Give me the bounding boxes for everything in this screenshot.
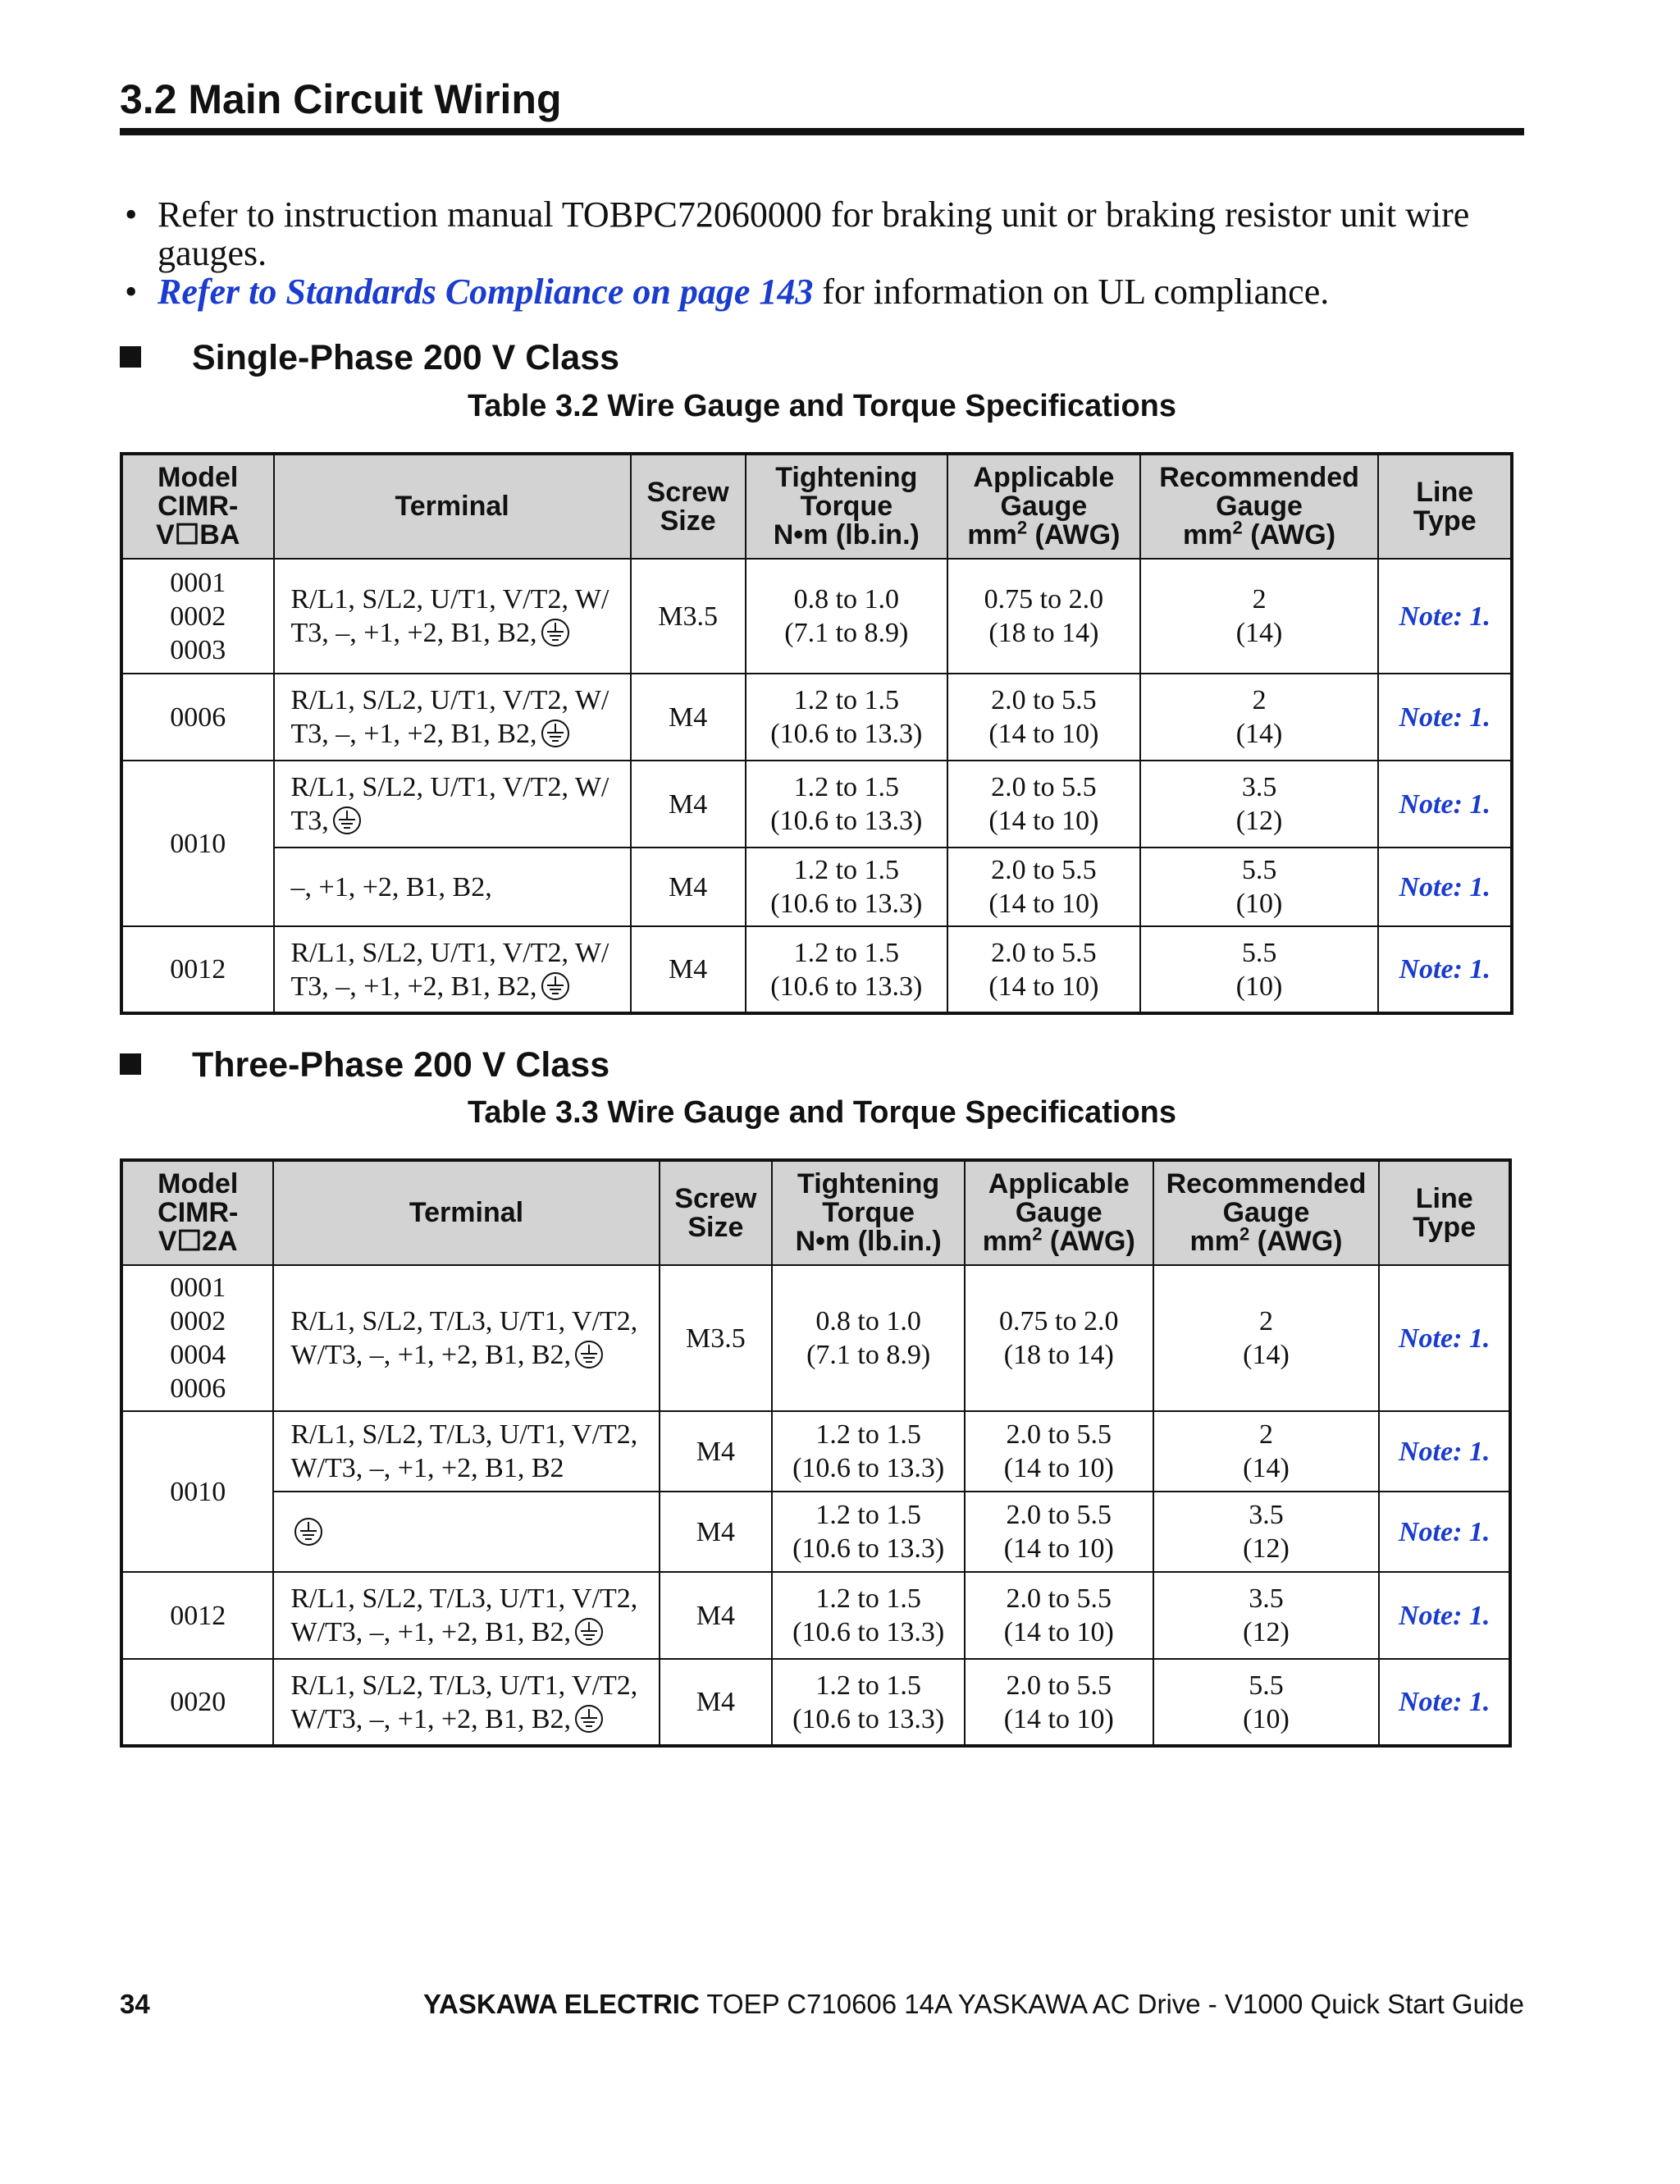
terminal-text: R/L1, S/L2, U/T1, V/T2, W/ bbox=[290, 937, 609, 968]
cell-applicable-gauge bbox=[965, 1659, 1153, 1746]
gauge-value: 3.5 bbox=[1249, 1583, 1284, 1614]
unit: (AWG) bbox=[1242, 519, 1336, 551]
terminal-text: R/L1, S/L2, T/L3, U/T1, V/T2, bbox=[290, 1419, 638, 1450]
header-applicable-gauge bbox=[965, 1160, 1153, 1265]
header-line-type bbox=[1379, 1160, 1510, 1265]
header-torque bbox=[772, 1160, 965, 1265]
cell-applicable-gauge bbox=[965, 1265, 1153, 1411]
cell-line-type: Note: 1. bbox=[1378, 559, 1512, 674]
terminal-text: –, +1, +2, B1, B2, bbox=[290, 871, 492, 902]
header-line: Gauge bbox=[1222, 1197, 1310, 1228]
model-number: 0006 bbox=[170, 1373, 226, 1404]
footer-doc: TOEP C710606 14A YASKAWA AC Drive - V1000 Quick Start Guide bbox=[699, 1989, 1524, 2019]
cell-screw-size: M3.5 bbox=[631, 559, 746, 674]
model-number: 0006 bbox=[170, 701, 226, 733]
ground-icon bbox=[332, 806, 362, 835]
gauge-value: (12) bbox=[1243, 1533, 1290, 1564]
header-screw-size bbox=[660, 1160, 773, 1265]
wire-gauge-table-single-phase bbox=[120, 452, 1513, 1015]
header-line-type bbox=[1378, 454, 1512, 559]
table-row bbox=[121, 926, 1512, 1013]
gauge-value: 3.5 bbox=[1241, 772, 1277, 802]
gauge-value: 2.0 to 5.5 bbox=[991, 772, 1097, 802]
gauge-value: (10) bbox=[1235, 971, 1283, 1002]
unit: mm bbox=[982, 1226, 1033, 1257]
header-line: Tightening bbox=[775, 462, 918, 493]
gauge-value: (14 to 10) bbox=[1003, 1617, 1114, 1647]
gauge-value: (14 to 10) bbox=[988, 806, 1099, 836]
gauge-value: 2.0 to 5.5 bbox=[1006, 1419, 1112, 1450]
gauge-value: 2.0 to 5.5 bbox=[991, 855, 1097, 885]
cell-terminal bbox=[274, 848, 631, 926]
terminal-text: T3, –, +1, +2, B1, B2, bbox=[290, 618, 537, 648]
bullet-item bbox=[120, 272, 1531, 311]
section-title: 3.2 Main Circuit Wiring bbox=[120, 76, 562, 122]
cell-line-type: Note: 1. bbox=[1378, 674, 1512, 761]
cell-recommended-gauge bbox=[1153, 1492, 1380, 1572]
table-row bbox=[121, 1492, 1510, 1572]
terminal-line bbox=[290, 1515, 653, 1549]
terminal-line bbox=[291, 717, 625, 751]
header-line bbox=[1154, 1223, 1379, 1257]
terminal-line bbox=[291, 770, 625, 804]
header-line: Line bbox=[1416, 476, 1474, 508]
torque-value: (10.6 to 13.3) bbox=[770, 889, 923, 919]
terminal-text: W/T3, –, +1, +2, B1, B2, bbox=[290, 1617, 571, 1647]
terminal-text: W/T3, –, +1, +2, B1, B2 bbox=[290, 1453, 564, 1483]
gauge-value: (18 to 14) bbox=[1003, 1340, 1114, 1370]
cell-applicable-gauge bbox=[965, 1492, 1153, 1572]
terminal-text: T3, bbox=[290, 806, 329, 836]
model-number: 0001 bbox=[170, 1272, 226, 1303]
header-line: N•m (lb.in.) bbox=[795, 1226, 942, 1257]
table-row bbox=[121, 559, 1512, 674]
header-line: Gauge bbox=[1000, 491, 1088, 522]
torque-value: (7.1 to 8.9) bbox=[784, 618, 909, 648]
square-bullet-icon bbox=[120, 346, 141, 368]
cell-screw-size: M3.5 bbox=[660, 1265, 773, 1411]
torque-value: 1.2 to 1.5 bbox=[793, 937, 900, 968]
cell-recommended-gauge bbox=[1140, 674, 1379, 761]
cell-model bbox=[121, 559, 274, 674]
terminal-text: W/T3, –, +1, +2, B1, B2, bbox=[290, 1340, 571, 1370]
header-line: Gauge bbox=[1216, 491, 1303, 522]
cell-applicable-gauge bbox=[965, 1572, 1153, 1659]
table-row bbox=[121, 1659, 1510, 1746]
gauge-value: 3.5 bbox=[1249, 1500, 1284, 1530]
header-line: Screw bbox=[646, 476, 729, 508]
torque-value: 1.2 to 1.5 bbox=[793, 685, 900, 715]
gauge-value: (18 to 14) bbox=[988, 618, 1099, 648]
unit: mm bbox=[1189, 1226, 1239, 1257]
cell-line-type: Note: 1. bbox=[1379, 1572, 1510, 1659]
torque-value: 0.8 to 1.0 bbox=[815, 1306, 921, 1336]
model-number: 0004 bbox=[170, 1340, 226, 1370]
header-line: Type bbox=[1413, 1211, 1477, 1243]
gauge-value: 2 bbox=[1259, 1306, 1273, 1336]
gauge-value: 0.75 to 2.0 bbox=[999, 1306, 1119, 1336]
gauge-value: 2.0 to 5.5 bbox=[1006, 1583, 1112, 1614]
cell-line-type: Note: 1. bbox=[1379, 1659, 1510, 1746]
header-screw-size bbox=[631, 454, 746, 559]
cell-torque bbox=[746, 848, 948, 926]
header-line: CIMR- bbox=[158, 491, 239, 522]
table-3-3-caption: Table 3.3 Wire Gauge and Torque Specifications bbox=[468, 1095, 1176, 1130]
unit-exponent: 2 bbox=[1016, 517, 1028, 538]
torque-value: 1.2 to 1.5 bbox=[793, 772, 900, 802]
model-number: 0010 bbox=[170, 1476, 226, 1507]
gauge-value: (14) bbox=[1235, 618, 1283, 648]
gauge-value: (14 to 10) bbox=[1003, 1453, 1114, 1483]
gauge-value: 5.5 bbox=[1241, 855, 1277, 885]
cell-line-type: Note: 1. bbox=[1378, 848, 1512, 926]
unit-exponent: 2 bbox=[1032, 1223, 1043, 1245]
cell-recommended-gauge bbox=[1140, 559, 1379, 674]
model-number: 0002 bbox=[170, 601, 226, 632]
ground-icon bbox=[574, 1340, 604, 1369]
gauge-value: (14 to 10) bbox=[1003, 1533, 1114, 1564]
cell-applicable-gauge bbox=[965, 1411, 1153, 1492]
terminal-text: T3, –, +1, +2, B1, B2, bbox=[290, 971, 537, 1002]
cell-torque bbox=[746, 761, 948, 848]
gauge-value: 2 bbox=[1252, 685, 1267, 715]
terminal-line bbox=[290, 1338, 653, 1372]
cell-applicable-gauge bbox=[947, 559, 1140, 674]
cell-screw-size: M4 bbox=[631, 848, 746, 926]
gauge-value: (14 to 10) bbox=[988, 889, 1099, 919]
header-line: V☐BA bbox=[156, 519, 240, 551]
ground-icon bbox=[294, 1517, 323, 1547]
model-number: 0003 bbox=[170, 634, 226, 665]
torque-value: (7.1 to 8.9) bbox=[806, 1340, 931, 1370]
terminal-text: R/L1, S/L2, U/T1, V/T2, W/ bbox=[290, 584, 609, 615]
torque-value: 1.2 to 1.5 bbox=[815, 1670, 921, 1701]
gauge-value: 2.0 to 5.5 bbox=[1006, 1500, 1112, 1530]
torque-value: (10.6 to 13.3) bbox=[792, 1533, 945, 1564]
gauge-value: (14) bbox=[1243, 1340, 1290, 1370]
terminal-line bbox=[290, 1451, 653, 1485]
cell-line-type: Note: 1. bbox=[1378, 761, 1512, 848]
cell-torque bbox=[772, 1265, 965, 1411]
table-row bbox=[121, 1572, 1510, 1659]
bullet-text: Refer to instruction manual TOBPC72060000 for braking unit or braking resistor unit wire gauges. bbox=[158, 194, 1470, 273]
model-number: 0012 bbox=[170, 1600, 226, 1631]
unit: mm bbox=[967, 519, 1017, 551]
bullet-item bbox=[120, 195, 1531, 272]
cell-applicable-gauge bbox=[947, 926, 1140, 1013]
torque-value: 1.2 to 1.5 bbox=[793, 855, 900, 885]
terminal-line bbox=[290, 1702, 653, 1736]
header-line: Line bbox=[1415, 1182, 1473, 1214]
table-row bbox=[121, 761, 1512, 848]
cell-torque bbox=[772, 1492, 965, 1572]
cell-recommended-gauge bbox=[1140, 761, 1379, 848]
torque-value: 1.2 to 1.5 bbox=[815, 1419, 921, 1450]
table-header-row bbox=[121, 454, 1512, 559]
gauge-value: (14) bbox=[1235, 719, 1283, 749]
header-line: Torque bbox=[800, 491, 893, 522]
gauge-value: 2.0 to 5.5 bbox=[991, 937, 1097, 968]
terminal-text: R/L1, S/L2, T/L3, U/T1, V/T2, bbox=[290, 1583, 638, 1614]
header-line bbox=[966, 1223, 1153, 1257]
cell-line-type: Note: 1. bbox=[1379, 1411, 1510, 1492]
terminal-text: R/L1, S/L2, U/T1, V/T2, W/ bbox=[290, 772, 609, 802]
terminal-text: R/L1, S/L2, T/L3, U/T1, V/T2, bbox=[290, 1306, 638, 1336]
gauge-value: (14 to 10) bbox=[988, 719, 1099, 749]
terminal-line bbox=[290, 1304, 653, 1338]
cell-recommended-gauge bbox=[1153, 1411, 1380, 1492]
torque-value: (10.6 to 13.3) bbox=[770, 806, 923, 836]
cell-recommended-gauge bbox=[1140, 848, 1379, 926]
terminal-line bbox=[291, 970, 625, 1003]
gauge-value: 2 bbox=[1259, 1419, 1273, 1450]
header-terminal: Terminal bbox=[274, 454, 631, 559]
cell-applicable-gauge bbox=[947, 674, 1140, 761]
table-row bbox=[121, 674, 1512, 761]
cell-screw-size: M4 bbox=[631, 761, 746, 848]
footer-brand: YASKAWA ELECTRIC bbox=[423, 1989, 700, 2019]
terminal-line bbox=[291, 683, 625, 717]
torque-value: (10.6 to 13.3) bbox=[770, 971, 923, 1002]
gauge-value: 2.0 to 5.5 bbox=[1006, 1670, 1112, 1701]
cell-model bbox=[121, 761, 274, 926]
header-line: CIMR- bbox=[158, 1197, 239, 1228]
gauge-value: (14 to 10) bbox=[988, 971, 1099, 1002]
bullet-text: for information on UL compliance. bbox=[813, 272, 1330, 312]
cell-model bbox=[121, 1265, 273, 1411]
cell-torque bbox=[772, 1411, 965, 1492]
bullet-dot: • bbox=[125, 194, 138, 235]
cell-terminal bbox=[273, 1572, 659, 1659]
header-line: Applicable bbox=[988, 1168, 1130, 1199]
header-line: Torque bbox=[822, 1197, 915, 1228]
cell-line-type: Note: 1. bbox=[1378, 926, 1512, 1013]
torque-value: (10.6 to 13.3) bbox=[792, 1703, 945, 1734]
header-line: Size bbox=[660, 505, 716, 537]
gauge-value: 5.5 bbox=[1241, 937, 1277, 968]
cell-terminal bbox=[273, 1411, 659, 1492]
cell-screw-size: M4 bbox=[660, 1411, 773, 1492]
unit: (AWG) bbox=[1042, 1226, 1135, 1257]
cell-applicable-gauge bbox=[947, 761, 1140, 848]
ground-icon bbox=[574, 1704, 604, 1734]
cell-terminal bbox=[273, 1492, 659, 1572]
standards-compliance-link[interactable]: Refer to Standards Compliance on page 143 bbox=[158, 272, 814, 312]
torque-value: (10.6 to 13.3) bbox=[792, 1617, 945, 1647]
ground-icon bbox=[541, 971, 570, 1001]
table-row bbox=[121, 1411, 1510, 1492]
ground-icon bbox=[541, 719, 570, 748]
cell-screw-size: M4 bbox=[660, 1572, 773, 1659]
header-torque bbox=[746, 454, 948, 559]
terminal-line bbox=[290, 1418, 653, 1451]
gauge-value: (12) bbox=[1235, 806, 1283, 836]
gauge-value: (14) bbox=[1243, 1453, 1290, 1483]
header-recommended-gauge bbox=[1140, 454, 1379, 559]
unit: (AWG) bbox=[1027, 519, 1121, 551]
terminal-text: W/T3, –, +1, +2, B1, B2, bbox=[290, 1703, 571, 1734]
table-row bbox=[121, 848, 1512, 926]
unit-exponent: 2 bbox=[1239, 1223, 1250, 1245]
terminal-line bbox=[290, 1582, 653, 1615]
terminal-line bbox=[291, 936, 625, 970]
cell-line-type: Note: 1. bbox=[1379, 1265, 1510, 1411]
header-terminal: Terminal bbox=[273, 1160, 659, 1265]
header-line: Model bbox=[158, 1168, 239, 1199]
terminal-line bbox=[291, 583, 625, 616]
cell-terminal bbox=[274, 559, 631, 674]
cell-screw-size: M4 bbox=[660, 1492, 773, 1572]
header-line: N•m (lb.in.) bbox=[773, 519, 920, 551]
header-line: Gauge bbox=[1015, 1197, 1102, 1228]
torque-value: 1.2 to 1.5 bbox=[815, 1500, 921, 1530]
cell-terminal bbox=[273, 1265, 659, 1411]
cell-line-type: Note: 1. bbox=[1379, 1492, 1510, 1572]
cell-terminal bbox=[273, 1659, 659, 1746]
cell-model bbox=[121, 926, 274, 1013]
header-line bbox=[948, 517, 1139, 551]
header-line: Model bbox=[158, 462, 239, 493]
model-number: 0002 bbox=[170, 1306, 226, 1336]
cell-screw-size: M4 bbox=[660, 1659, 773, 1746]
gauge-value: 5.5 bbox=[1249, 1670, 1284, 1701]
header-line: Size bbox=[687, 1211, 744, 1243]
terminal-line bbox=[291, 870, 625, 904]
header-line: V☐2A bbox=[158, 1226, 238, 1257]
header-line bbox=[1141, 517, 1378, 551]
torque-value: (10.6 to 13.3) bbox=[792, 1453, 945, 1483]
header-model bbox=[121, 454, 274, 559]
bullet-dot: • bbox=[125, 272, 138, 312]
title-rule bbox=[120, 128, 1524, 135]
terminal-line bbox=[291, 804, 625, 838]
single-phase-heading: Single-Phase 200 V Class bbox=[120, 338, 619, 378]
gauge-value: (12) bbox=[1243, 1617, 1290, 1647]
cell-terminal bbox=[274, 761, 631, 848]
cell-torque bbox=[746, 926, 948, 1013]
torque-value: 0.8 to 1.0 bbox=[793, 584, 900, 615]
page-number: 34 bbox=[120, 1989, 150, 2019]
terminal-line bbox=[290, 1615, 653, 1649]
unit: (AWG) bbox=[1249, 1226, 1343, 1257]
table-header-row bbox=[121, 1160, 1510, 1265]
terminal-line bbox=[290, 1669, 653, 1702]
cell-applicable-gauge bbox=[947, 848, 1140, 926]
wire-gauge-table-three-phase bbox=[120, 1158, 1512, 1748]
gauge-value: (10) bbox=[1235, 889, 1283, 919]
terminal-text: R/L1, S/L2, T/L3, U/T1, V/T2, bbox=[290, 1670, 638, 1701]
cell-screw-size: M4 bbox=[631, 926, 746, 1013]
gauge-value: 0.75 to 2.0 bbox=[984, 584, 1104, 615]
terminal-text: R/L1, S/L2, U/T1, V/T2, W/ bbox=[290, 685, 609, 715]
header-line: Recommended bbox=[1159, 462, 1359, 493]
cell-torque bbox=[772, 1659, 965, 1746]
bullet-list bbox=[120, 195, 1531, 311]
cell-torque bbox=[772, 1572, 965, 1659]
model-number: 0010 bbox=[170, 828, 226, 859]
cell-model bbox=[121, 1659, 273, 1746]
cell-recommended-gauge bbox=[1153, 1572, 1380, 1659]
header-line: Type bbox=[1413, 505, 1477, 537]
header-line: Applicable bbox=[973, 462, 1115, 493]
cell-screw-size: M4 bbox=[631, 674, 746, 761]
ground-icon bbox=[574, 1617, 604, 1647]
ground-icon bbox=[541, 618, 570, 647]
model-number: 0001 bbox=[170, 567, 226, 598]
unit: mm bbox=[1183, 519, 1233, 551]
model-number: 0020 bbox=[170, 1687, 226, 1717]
gauge-value: 2 bbox=[1252, 584, 1267, 615]
header-line: Recommended bbox=[1166, 1168, 1367, 1199]
cell-torque bbox=[746, 559, 948, 674]
header-line: Tightening bbox=[797, 1168, 940, 1199]
gauge-value: (14 to 10) bbox=[1003, 1703, 1114, 1734]
gauge-value: (10) bbox=[1243, 1703, 1290, 1734]
cell-recommended-gauge bbox=[1153, 1265, 1380, 1411]
torque-value: (10.6 to 13.3) bbox=[770, 719, 923, 749]
header-recommended-gauge bbox=[1153, 1160, 1380, 1265]
unit-exponent: 2 bbox=[1232, 517, 1243, 538]
terminal-line bbox=[291, 616, 625, 650]
cell-terminal bbox=[274, 674, 631, 761]
torque-value: 1.2 to 1.5 bbox=[815, 1583, 921, 1614]
square-bullet-icon bbox=[120, 1053, 141, 1075]
header-applicable-gauge bbox=[947, 454, 1140, 559]
three-phase-heading: Three-Phase 200 V Class bbox=[120, 1045, 609, 1085]
cell-model bbox=[121, 1411, 273, 1572]
table-row bbox=[121, 1265, 1510, 1411]
model-number: 0012 bbox=[170, 954, 226, 985]
header-model bbox=[121, 1160, 273, 1265]
cell-model bbox=[121, 674, 274, 761]
table-3-2-caption: Table 3.2 Wire Gauge and Torque Specifications bbox=[468, 389, 1176, 423]
gauge-value: 2.0 to 5.5 bbox=[991, 685, 1097, 715]
header-line: Screw bbox=[674, 1182, 757, 1214]
cell-torque bbox=[746, 674, 948, 761]
footer-doc-info bbox=[423, 1989, 1524, 2020]
terminal-text: T3, –, +1, +2, B1, B2, bbox=[290, 719, 537, 749]
cell-terminal bbox=[274, 926, 631, 1013]
cell-model bbox=[121, 1572, 273, 1659]
cell-recommended-gauge bbox=[1153, 1659, 1380, 1746]
cell-recommended-gauge bbox=[1140, 926, 1379, 1013]
